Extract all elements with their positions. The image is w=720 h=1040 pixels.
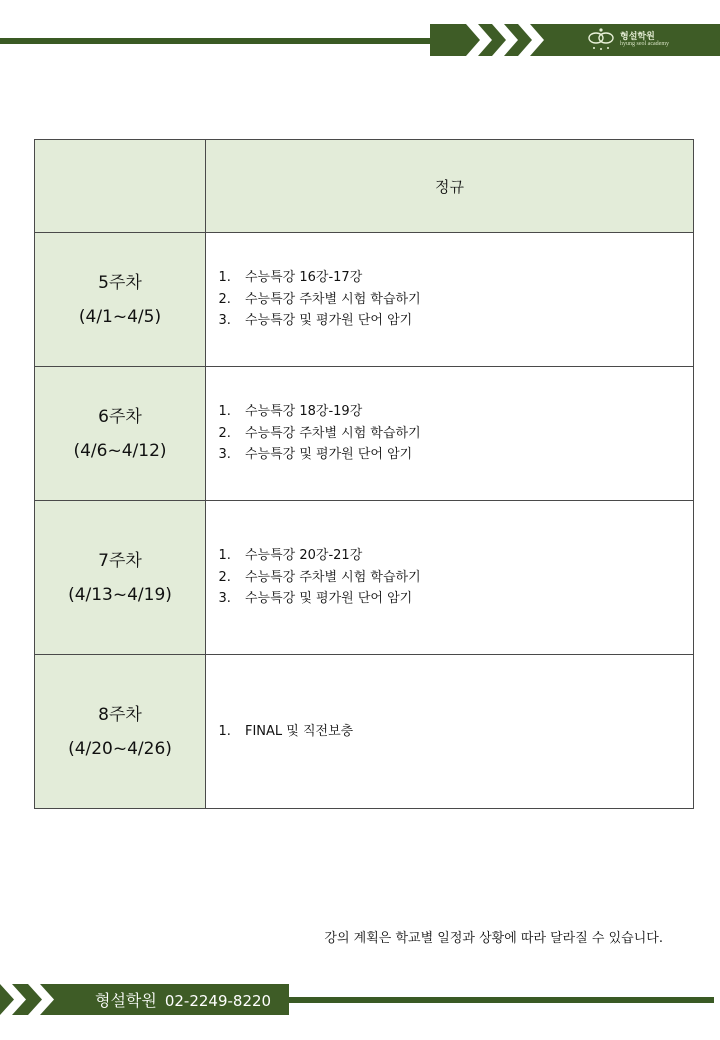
schedule-footnote: 강의 계획은 학교별 일정과 상황에 따라 달라질 수 있습니다. [324, 931, 663, 946]
table-row [35, 367, 694, 501]
task-list [206, 721, 693, 743]
academy-logo [586, 26, 716, 54]
week-range: (4/1~4/5) [78, 306, 162, 327]
task-item: 3. 수능특강 및 평가원 단어 암기 [235, 444, 693, 466]
footer-contact [95, 988, 271, 1011]
table-header-row [35, 140, 694, 233]
task-item: 2. 수능특강 주차별 시험 학습하기 [235, 423, 693, 445]
tasks-cell [206, 655, 694, 809]
task-item: 3. 수능특강 및 평가원 단어 암기 [235, 588, 693, 610]
tasks-cell [206, 233, 694, 367]
footer-academy-name: 형설학원 [95, 991, 157, 1010]
logo-emblem-icon [586, 26, 616, 52]
week-cell [35, 501, 206, 655]
week-label: 7주차 [98, 550, 142, 571]
tasks-cell [206, 367, 694, 501]
task-item: 2. 수능특강 주차별 시험 학습하기 [235, 567, 693, 589]
week-cell [35, 655, 206, 809]
week-cell [35, 233, 206, 367]
chevron-right-icon [0, 984, 80, 1015]
week-range: (4/20~4/26) [68, 738, 172, 759]
tasks-cell [206, 501, 694, 655]
task-list [206, 267, 693, 332]
task-item: 1. 수능특강 20강-21강 [235, 545, 693, 567]
schedule-table [34, 139, 694, 809]
table-row [35, 233, 694, 367]
task-list [206, 401, 693, 466]
header-rule [0, 38, 440, 44]
chevron-right-icon [466, 24, 556, 56]
week-range: (4/13~4/19) [68, 584, 172, 605]
logo-name: 형설학원 [620, 32, 655, 42]
task-list [206, 545, 693, 610]
column-header: 정규 [206, 140, 694, 233]
logo-subtitle: hyung seol academy [620, 41, 669, 47]
table-row [35, 501, 694, 655]
week-label: 6주차 [98, 406, 142, 427]
week-range: (4/6~4/12) [73, 440, 167, 461]
task-item: 3. 수능특강 및 평가원 단어 암기 [235, 310, 693, 332]
header-blank-cell [35, 140, 206, 233]
task-item: 1. 수능특강 18강-19강 [235, 401, 693, 423]
task-item: 1. 수능특강 16강-17강 [235, 267, 693, 289]
task-item: 1. FINAL 및 직전보충 [235, 721, 693, 743]
week-label: 5주차 [98, 272, 142, 293]
table-row [35, 655, 694, 809]
footer-rule [280, 997, 714, 1003]
week-label: 8주차 [98, 704, 142, 725]
task-item: 2. 수능특강 주차별 시험 학습하기 [235, 289, 693, 311]
footer-phone: 02-2249-8220 [164, 992, 272, 1010]
week-cell [35, 367, 206, 501]
